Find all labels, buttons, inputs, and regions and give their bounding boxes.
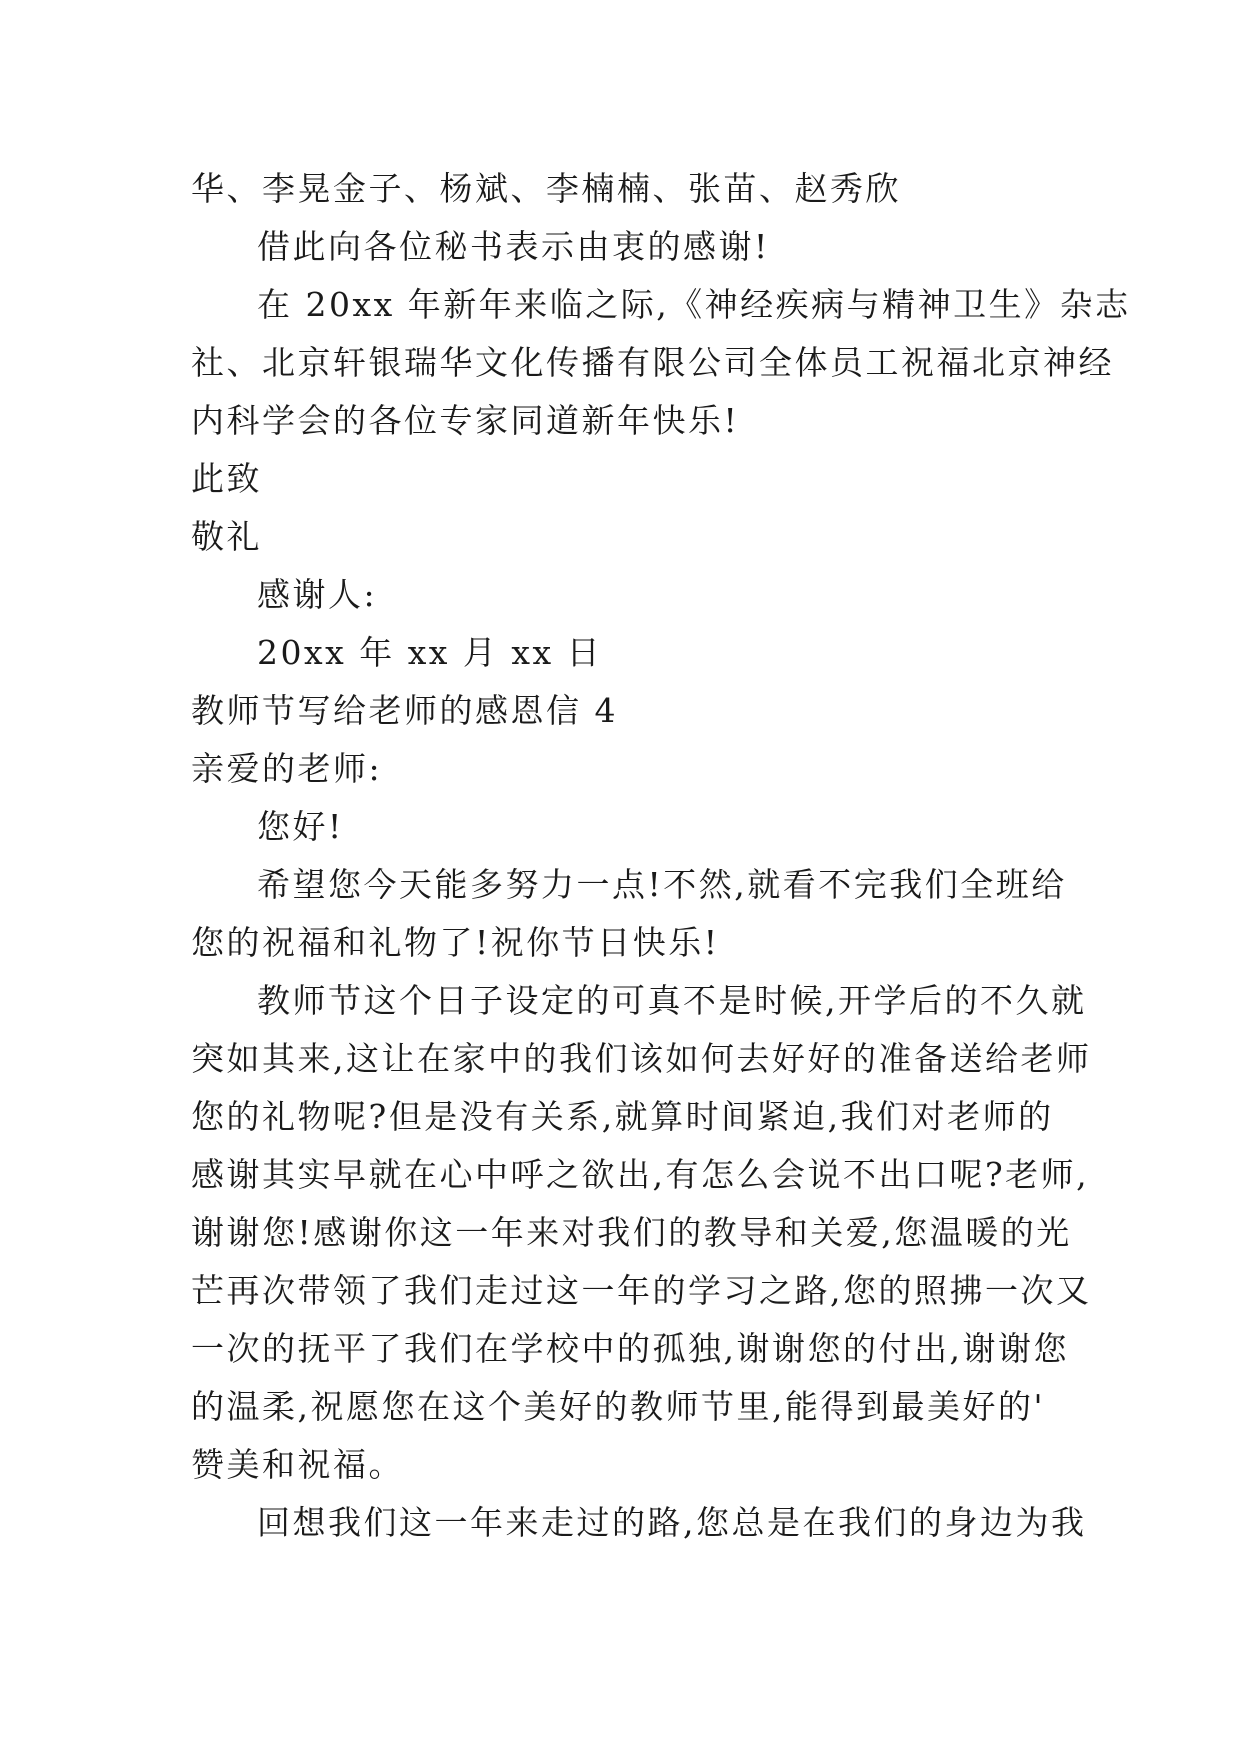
text-line: 内科学会的各位专家同道新年快乐! (191, 401, 740, 440)
text-line: 教师节这个日子设定的可真不是时候,开学后的不久就 (257, 981, 1087, 1020)
text-line: 回想我们这一年来走过的路,您总是在我们的身边为我 (257, 1503, 1087, 1542)
text-line: 的温柔,祝愿您在这个美好的教师节里,能得到最美好的' (191, 1387, 1046, 1426)
text-line: 您的祝福和礼物了!祝你节日快乐! (191, 923, 720, 962)
text-line: 芒再次带领了我们走过这一年的学习之路,您的照拂一次又 (191, 1271, 1092, 1310)
greeting: 您好! (257, 807, 344, 846)
text-line: 谢谢您!感谢你这一年来对我们的教导和关爱,您温暖的光 (191, 1213, 1072, 1252)
salutation: 亲爱的老师: (191, 749, 383, 788)
text-line: 希望您今天能多努力一点!不然,就看不完我们全班给 (257, 865, 1067, 904)
closing-line: 敬礼 (191, 517, 262, 556)
text-line: 借此向各位秘书表示由衷的感谢! (257, 227, 770, 266)
text-line: 突如其来,这让在家中的我们该如何去好好的准备送给老师 (191, 1039, 1092, 1078)
text-line: 一次的抚平了我们在学校中的孤独,谢谢您的付出,谢谢您 (191, 1329, 1069, 1368)
text-line: 华、李晃金子、杨斌、李楠楠、张苗、赵秀欣 (191, 169, 901, 208)
text-line: 社、北京轩银瑞华文化传播有限公司全体员工祝福北京神经 (191, 343, 1114, 382)
signature-line: 感谢人: (257, 575, 378, 614)
closing-line: 此致 (191, 459, 262, 498)
document-body (191, 160, 1131, 1552)
date-line: 20xx 年 xx 月 xx 日 (257, 633, 603, 672)
text-line: 感谢其实早就在心中呼之欲出,有怎么会说不出口呢?老师, (191, 1155, 1090, 1194)
text-line: 在 20xx 年新年来临之际,《神经疾病与精神卫生》杂志 (257, 285, 1131, 324)
section-title: 教师节写给老师的感恩信 4 (191, 691, 618, 730)
text-line: 您的礼物呢?但是没有关系,就算时间紧迫,我们对老师的 (191, 1097, 1054, 1136)
text-line: 赞美和祝福。 (191, 1445, 404, 1484)
